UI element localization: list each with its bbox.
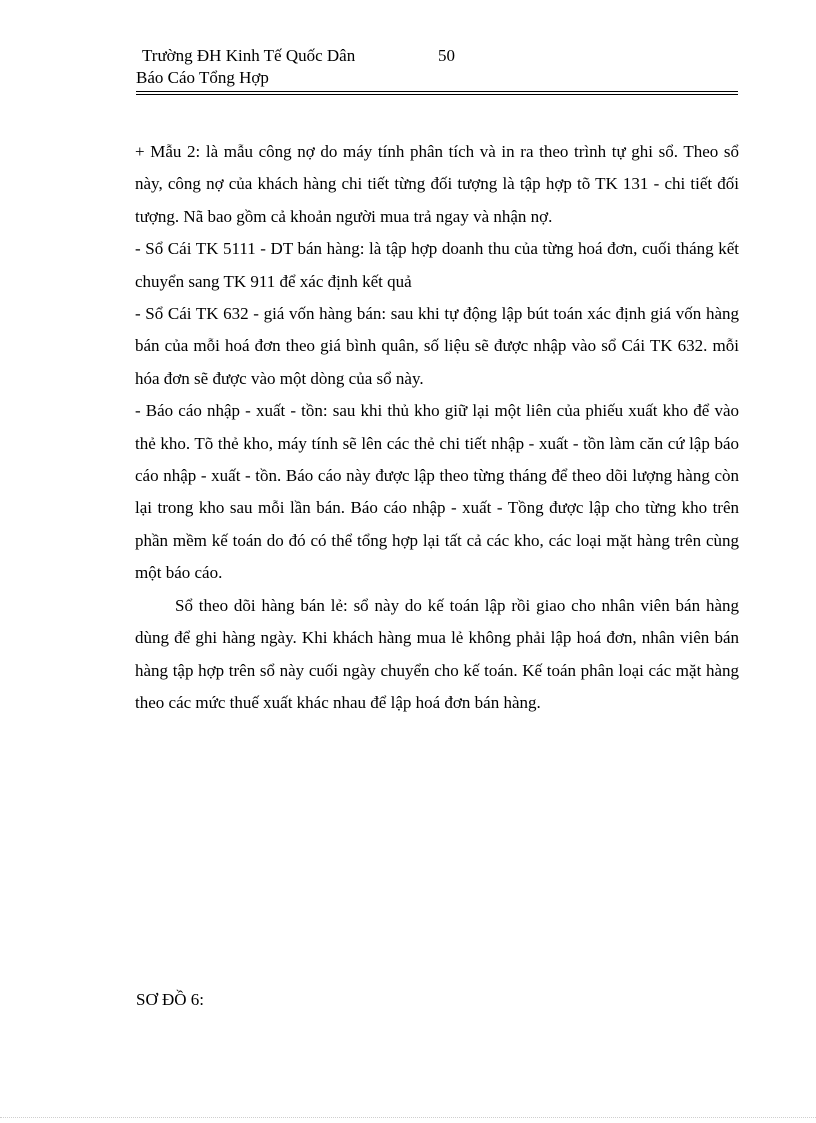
header-divider: [136, 91, 738, 95]
page-number: 50: [438, 46, 455, 65]
paragraph-so-cai-5111: - Sổ Cái TK 5111 - DT bán hàng: là tập hợp doanh thu của từng hoá đơn, cuối tháng kết chuyển sang TK 911 để xác định kết quả: [135, 239, 739, 291]
paragraph-so-ban-le: Sổ theo dõi hàng bán lẻ: sổ này do kế toán lập rồi giao cho nhân viên bán hàng dùng để ghi hàng ngày. Khi khách hàng mua lẻ không phải lập hoá đơn, nhân viên bán hàng tập hợp trên sổ này cuối ngày chuyển cho kế toán. Kế toán phân loại các mặt hàng theo các mức thuế xuất khác nhau để lập hoá đơn bán hàng.: [135, 595, 739, 712]
page-bottom-divider: [0, 1117, 816, 1118]
document-body: [135, 136, 739, 719]
paragraph-mau-2: + Mẫu 2: là mẫu công nợ do máy tính phân tích và in ra theo trình tự ghi sổ. Theo sổ này, công nợ của khách hàng chi tiết từng đối tượng là tập hợp tõ TK 131 - chi tiết đối tượng. Nã bao gồm cả khoản người mua trả ngay và nhận nợ.: [135, 142, 739, 226]
report-title: Báo Cáo Tổng Hợp: [136, 68, 269, 87]
school-name: Trường ĐH Kinh Tế Quốc Dân: [142, 46, 356, 65]
page-header: [136, 44, 738, 94]
paragraph-bao-cao-nxt: - Báo cáo nhập - xuất - tồn: sau khi thủ kho giữ lại một liên của phiếu xuất kho để vào thẻ kho. Tõ thẻ kho, máy tính sẽ lên các thẻ chi tiết nhập - xuất - tồn làm căn cứ lập báo cáo nhập - xuất - tồn. Báo cáo này được lập theo từng tháng để theo dõi lượng hàng còn lại trong kho sau mỗi lần bán. Báo cáo nhập - xuất - Tồng được lập cho từng kho trên phần mềm kế toán do đó có thể tổng hợp lại tất cả các kho, các loại mặt hàng trên cùng một báo cáo.: [135, 401, 739, 583]
diagram-title: SƠ ĐỒ 6:: [136, 990, 205, 1009]
paragraph-so-cai-632: - Sổ Cái TK 632 - giá vốn hàng bán: sau khi tự động lập bút toán xác định giá vốn hàng bán của mỗi hoá đơn theo giá bình quân, số liệu sẽ được nhập vào sổ Cái TK 632. mỗi hóa đơn sẽ được vào một dòng của sổ này.: [135, 304, 739, 388]
